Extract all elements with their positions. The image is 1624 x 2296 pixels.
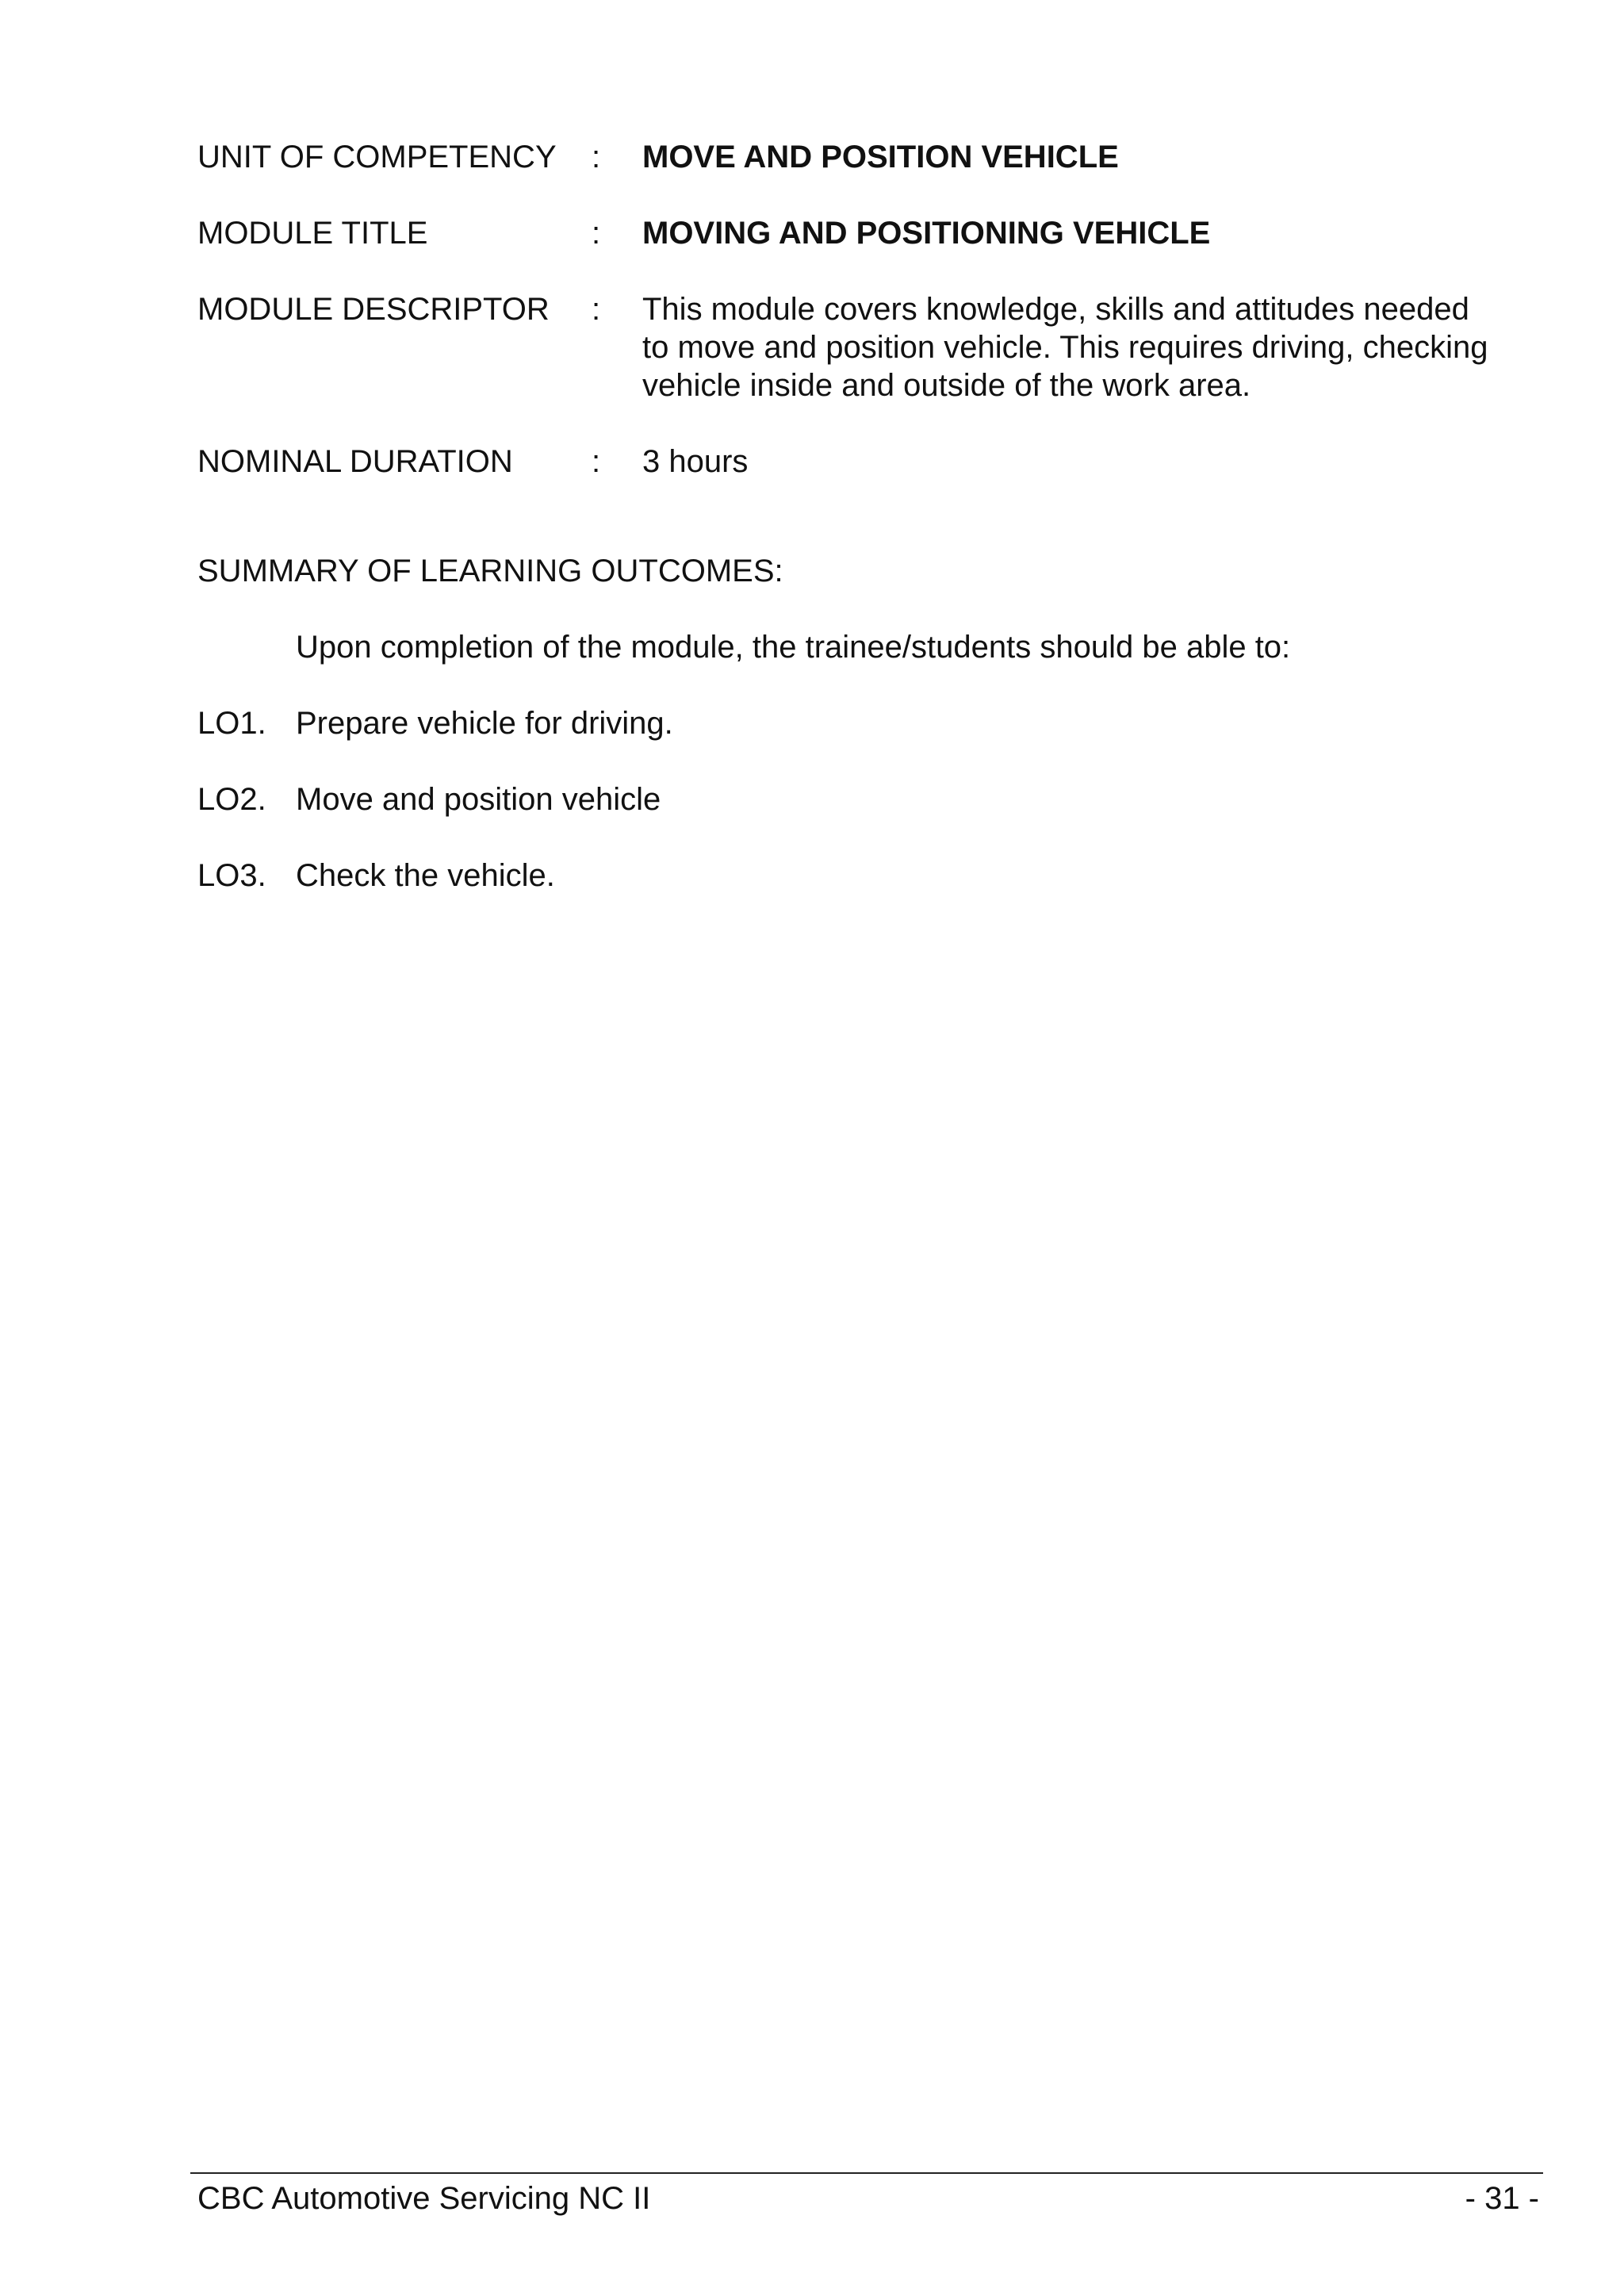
- separator-colon: :: [592, 216, 601, 251]
- nominal-duration-value: 3 hours: [642, 444, 749, 479]
- footer-divider: [190, 2172, 1543, 2174]
- module-descriptor-label: MODULE DESCRIPTOR: [197, 292, 550, 327]
- summary-heading: SUMMARY OF LEARNING OUTCOMES:: [197, 554, 783, 588]
- outcome-code: LO3.: [197, 858, 266, 893]
- outcome-code: LO1.: [197, 706, 266, 741]
- descriptor-line: This module covers knowledge, skills and attitudes needed: [642, 292, 1469, 327]
- footer-title: CBC Automotive Servicing NC II: [197, 2181, 651, 2216]
- separator-colon: :: [592, 444, 601, 479]
- outcome-text: Check the vehicle.: [296, 858, 555, 893]
- summary-intro: Upon completion of the module, the trainee/students should be able to:: [296, 630, 1291, 665]
- unit-of-competency-value: MOVE AND POSITION VEHICLE: [642, 140, 1119, 174]
- page-number: - 31 -: [1465, 2181, 1539, 2216]
- module-title-value: MOVING AND POSITIONING VEHICLE: [642, 216, 1211, 251]
- nominal-duration-label: NOMINAL DURATION: [197, 444, 513, 479]
- descriptor-line: to move and position vehicle. This requires driving, checking: [642, 330, 1488, 365]
- separator-colon: :: [592, 292, 601, 327]
- outcome-text: Prepare vehicle for driving.: [296, 706, 673, 741]
- outcome-text: Move and position vehicle: [296, 782, 661, 817]
- outcome-code: LO2.: [197, 782, 266, 817]
- unit-of-competency-label: UNIT OF COMPETENCY: [197, 140, 557, 174]
- separator-colon: :: [592, 140, 601, 174]
- descriptor-line: vehicle inside and outside of the work area.: [642, 368, 1251, 403]
- module-title-label: MODULE TITLE: [197, 216, 428, 251]
- module-descriptor-value: [642, 290, 1562, 404]
